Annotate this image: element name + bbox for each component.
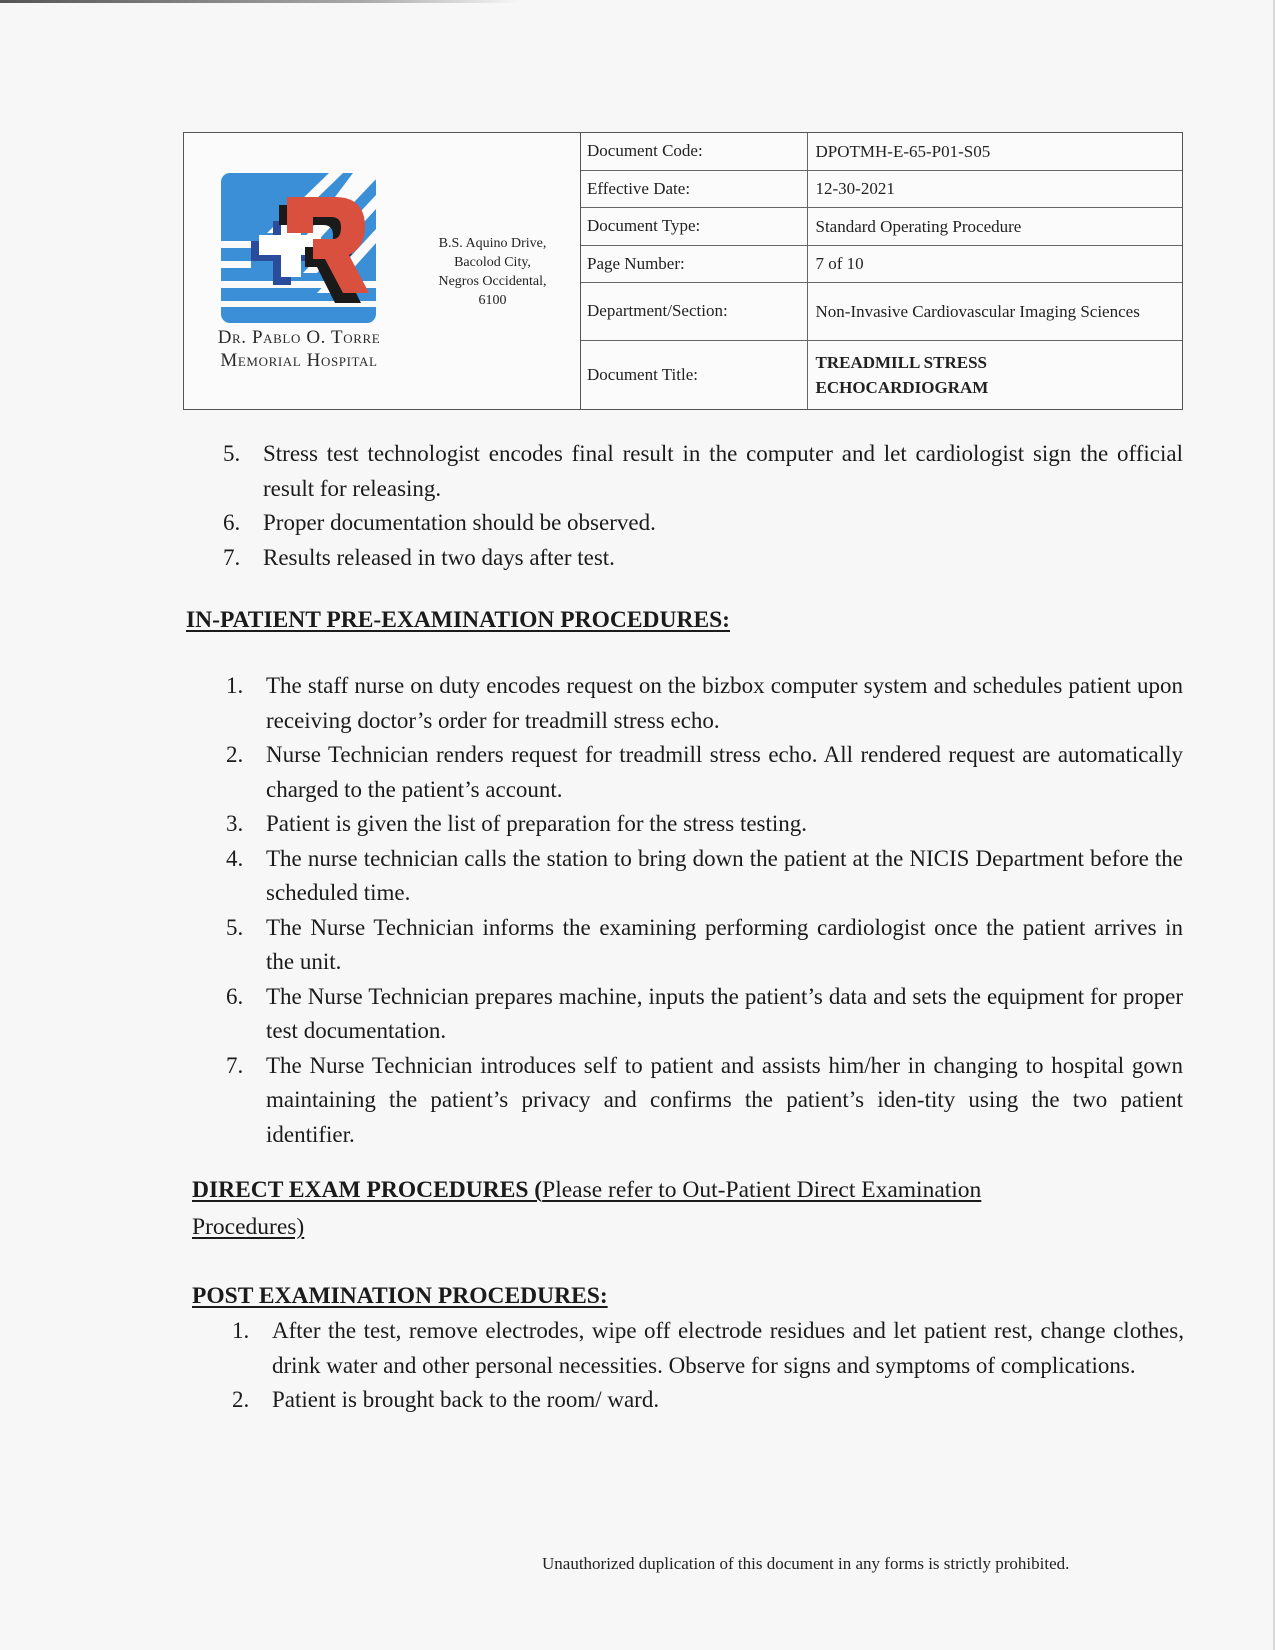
meta-label: Document Type:: [581, 207, 807, 245]
meta-row-document-code: [581, 133, 1182, 170]
list-item: [223, 506, 1183, 541]
list-item: [226, 842, 1183, 911]
list-item: [232, 1314, 1184, 1383]
item-number: 2.: [232, 1387, 250, 1412]
meta-value: 7 of 10: [807, 245, 1182, 282]
item-number: 3.: [226, 811, 244, 836]
address-zip: 6100: [478, 293, 507, 308]
inpatient-procedure-list: [226, 669, 1183, 1152]
list-item: [226, 911, 1183, 980]
meta-row-page-number: [581, 245, 1182, 282]
meta-label: Page Number:: [581, 245, 807, 282]
list-item: [226, 1049, 1183, 1153]
item-text: Patient is given the list of preparation for the stress testing.: [266, 811, 808, 836]
list-item: [226, 980, 1183, 1049]
hospital-name: [184, 326, 414, 372]
scan-edge-shadow: [0, 0, 520, 3]
post-exam-procedure-list: [232, 1314, 1184, 1418]
continued-procedure-list: [223, 437, 1183, 575]
footer-duplication-notice: Unauthorized duplication of this document in any forms is strictly prohibited.: [542, 1554, 1070, 1573]
item-number: 6.: [223, 510, 241, 535]
item-text: The Nurse Technician prepares machine, inputs the patient’s data and sets the equipment for proper test documentation.: [266, 983, 1183, 1043]
item-text: The Nurse Technician introduces self to patient and assists him/her in changing to hospital gown maintaining the patient’s privacy and confirms the patient’s iden-tity using the two patient identifier.: [266, 1052, 1183, 1147]
hospital-name-line1: Dr. Pablo O. Torre: [217, 327, 381, 348]
post-exam-heading: POST EXAMINATION PROCEDURES:: [192, 1283, 608, 1309]
list-item: [223, 437, 1183, 506]
item-text: After the test, remove electrodes, wipe off electrode residues and let patient rest, change clothes, drink water and other personal necessities. Observe for signs and symptoms of complications.: [272, 1318, 1184, 1378]
item-text: The nurse technician calls the station to bring down the patient at the NICIS Department before the scheduled time.: [266, 845, 1183, 905]
meta-label: Document Title:: [581, 340, 807, 409]
address-province: Negros Occidental,: [438, 274, 547, 289]
inpatient-heading: IN-PATIENT PRE-EXAMINATION PROCEDURES:: [186, 607, 731, 633]
list-item: [226, 738, 1183, 807]
item-text: Results released in two days after test.: [263, 544, 615, 570]
item-text: Stress test technologist encodes final result in the computer and let cardiologist sign the official result for releasing.: [263, 441, 1183, 501]
direct-exam-heading: [192, 1177, 981, 1204]
list-item: [226, 669, 1183, 738]
direct-exam-heading-line2: Procedures): [192, 1214, 305, 1240]
meta-label: Effective Date:: [581, 170, 807, 207]
item-number: 5.: [226, 914, 244, 940]
hospital-name-line2: Memorial Hospital: [220, 350, 378, 371]
list-item: [226, 807, 1183, 842]
item-number: 2.: [226, 742, 244, 767]
direct-exam-heading-note: Please refer to Out-Patient Direct Examination: [542, 1177, 982, 1203]
direct-exam-heading-bold: DIRECT EXAM PROCEDURES (: [192, 1177, 543, 1203]
item-number: 7.: [223, 544, 241, 570]
hospital-address: [404, 234, 581, 310]
meta-label: Department/Section:: [581, 282, 807, 340]
hospital-r-cross-logo-icon: [221, 173, 376, 323]
item-text: Proper documentation should be observed.: [263, 510, 656, 535]
address-street: B.S. Aquino Drive,: [438, 236, 547, 251]
item-number: 4.: [226, 845, 244, 871]
address-city: Bacolod City,: [454, 255, 531, 270]
meta-row-document-title: [581, 340, 1182, 409]
hospital-identity-cell: [184, 133, 581, 409]
item-number: 6.: [226, 983, 244, 1009]
meta-row-document-type: [581, 207, 1182, 245]
item-number: 7.: [226, 1052, 244, 1078]
meta-row-department: [581, 282, 1182, 340]
document-header-table: [183, 132, 1183, 410]
meta-value: DPOTMH-E-65-P01-S05: [807, 133, 1182, 170]
meta-value: Non-Invasive Cardiovascular Imaging Sciences: [807, 282, 1182, 340]
item-number: 5.: [223, 441, 241, 466]
item-number: 1.: [232, 1318, 250, 1343]
item-text: The staff nurse on duty encodes request on the bizbox computer system and schedules patient upon receiving doctor’s order for treadmill stress echo.: [266, 673, 1183, 733]
meta-row-effective-date: [581, 170, 1182, 207]
item-text: Patient is brought back to the room/ ward.: [272, 1387, 660, 1412]
item-number: 1.: [226, 673, 244, 698]
meta-label: Document Code:: [581, 133, 807, 170]
meta-value-title: TREADMILL STRESS ECHOCARDIOGRAM: [815, 352, 989, 397]
list-item: [232, 1383, 1184, 1418]
item-text: The Nurse Technician informs the examining performing cardiologist once the patient arrives in the unit.: [266, 914, 1183, 974]
list-item: [223, 541, 1183, 576]
meta-value: 12-30-2021: [807, 170, 1182, 207]
document-meta-table: [581, 133, 1182, 409]
item-text: Nurse Technician renders request for treadmill stress echo. All rendered request are automatically charged to the patient’s account.: [266, 742, 1183, 802]
meta-value: Standard Operating Procedure: [807, 207, 1182, 245]
